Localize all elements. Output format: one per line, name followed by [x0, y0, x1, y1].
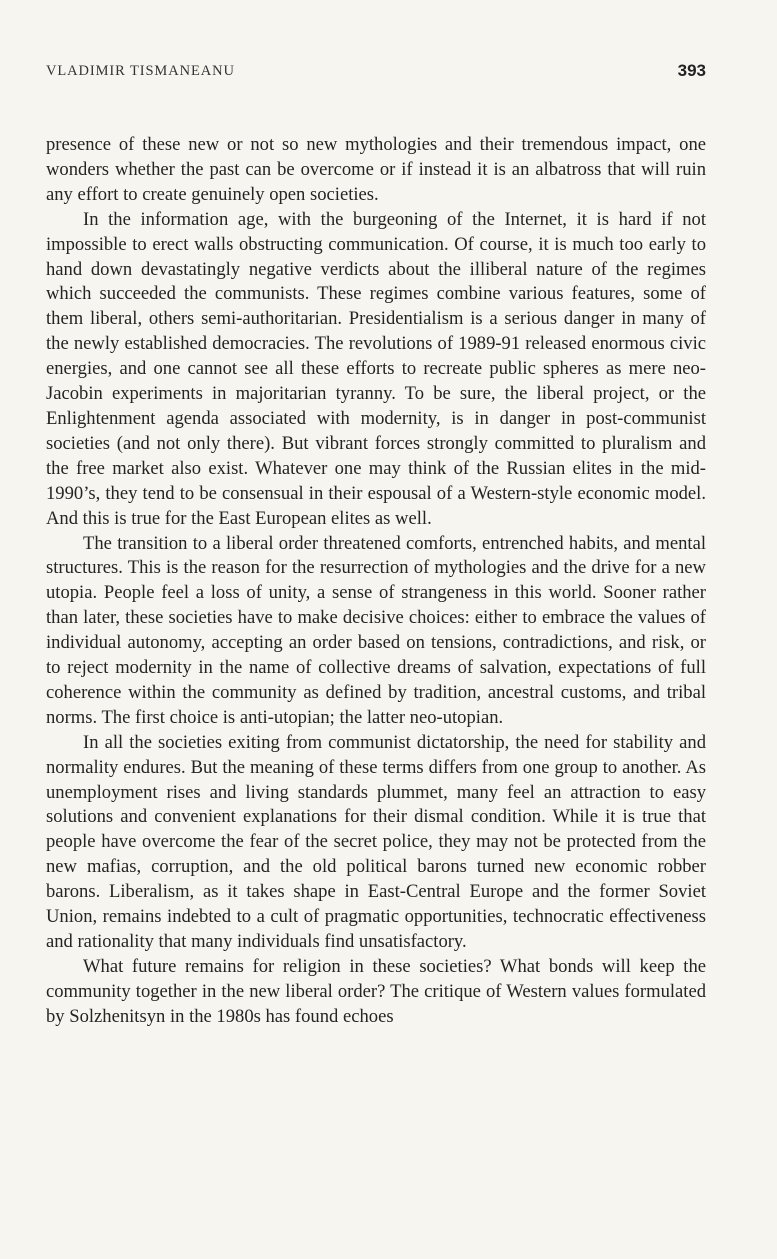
running-head [46, 61, 706, 85]
running-head-author: VLADIMIR TISMANEANU [46, 63, 235, 79]
body-text [46, 133, 706, 1030]
page-number: 393 [677, 61, 706, 80]
paragraph: What future remains for religion in these societies? What bonds will keep the community together in the new liberal order? The critique of Western values formulated by Solzhenitsyn in the 1980s has found echoes [46, 955, 706, 1027]
paragraph: In all the societies exiting from communist dictatorship, the need for stability and normality endures. But the meaning of these terms differs from one group to another. As unemployment rises and living standards plummet, many feel an attraction to easy solutions and convenient explanations for their dismal condition. While it is true that people have overcome the fear of the secret police, they may not be protected from the new mafias, corruption, and the old political barons turned new economic robber barons. Liberalism, as it takes shape in East-Central Europe and the former Soviet Union, remains indebted to a cult of pragmatic opportunities, technocratic effectiveness and rationality that many individuals find unsatisfactory. [46, 731, 706, 952]
paragraph: In the information age, with the burgeoning of the Internet, it is hard if not impossible to erect walls obstructing communication. Of course, it is much too early to hand down devastatingly negative verdicts about the illiberal nature of the regimes which succeeded the communists. These regimes combine various features, some of them liberal, others semi-authoritarian. Presidentialism is a serious danger in many of the newly established democracies. The revolutions of 1989-91 released enormous civic energies, and one cannot see all these efforts to recreate public spheres as mere neo-Jacobin experiments in majoritarian tyranny. To be sure, the liberal project, or the Enlightenment agenda associated with modernity, is in danger in post-communist societies (and not only there). But vibrant forces strongly committed to pluralism and the free market also exist. Whatever one may think of the Russian elites in the mid-1990’s, they tend to be consensual in their espousal of a Western-style economic model. And this is true for the East European elites as well. [46, 208, 706, 529]
paragraph: The transition to a liberal order threatened comforts, entrenched habits, and mental structures. This is the reason for the resurrection of mythologies and the drive for a new utopia. People feel a loss of unity, a sense of strangeness in this world. Sooner rather than later, these societies have to make decisive choices: either to embrace the values of individual autonomy, accepting an order based on tensions, contradictions, and risk, or to reject modernity in the name of collective dreams of salvation, expectations of full coherence within the community as defined by tradition, ancestral customs, and tribal norms. The first choice is anti-utopian; the latter neo-utopian. [46, 532, 706, 728]
paragraph-continued: presence of these new or not so new mythologies and their tremendous impact, one wonders whether the past can be overcome or if instead it is an albatross that will ruin any effort to create genuinely open societies. [46, 134, 706, 205]
